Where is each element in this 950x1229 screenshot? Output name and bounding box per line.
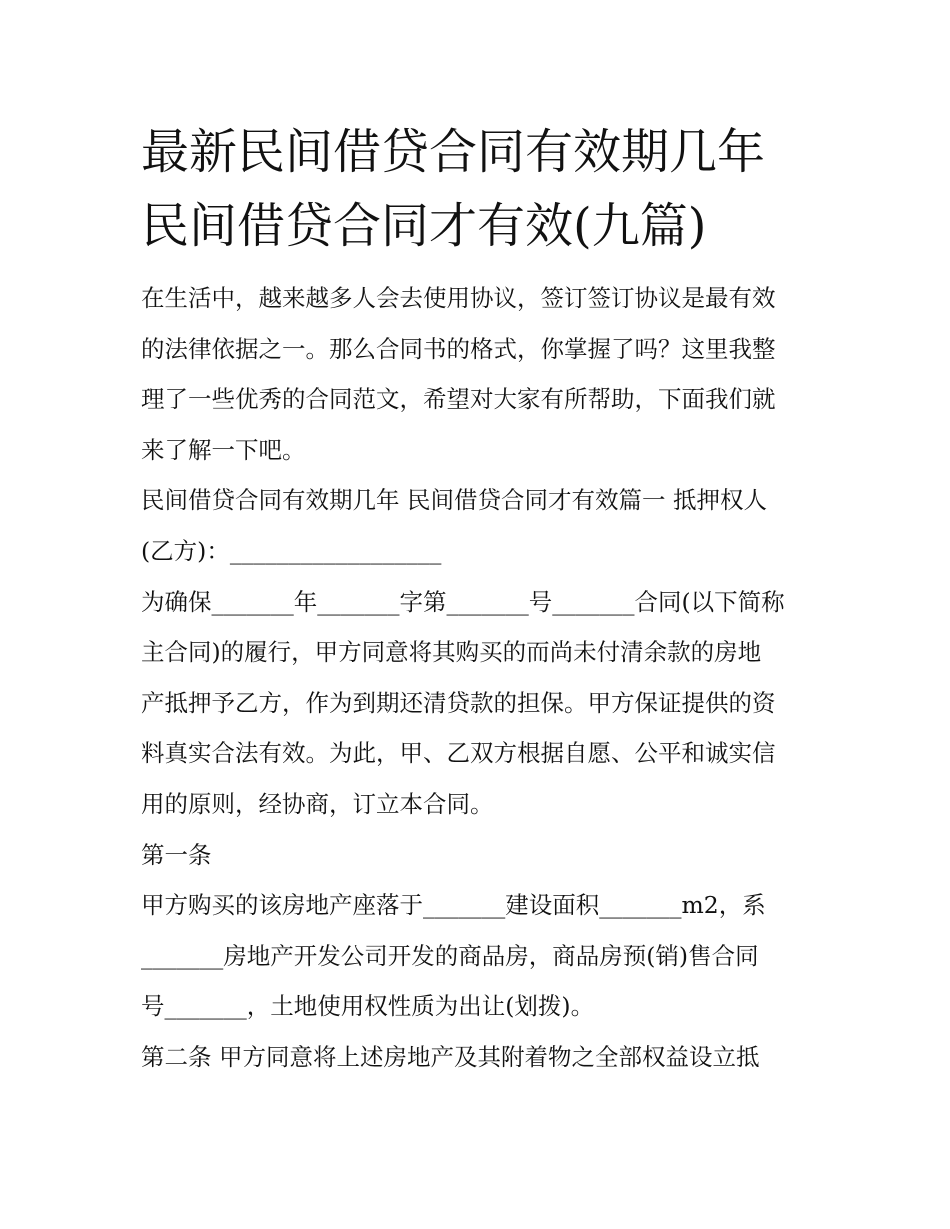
section-heading-line-1: 民间借贷合同有效期几年 民间借贷合同才有效篇一 抵押权人 bbox=[141, 486, 767, 515]
article-2-paragraph bbox=[141, 1032, 813, 1083]
intro-line-4: 来了解一下吧。 bbox=[141, 435, 306, 464]
article-1-title bbox=[141, 830, 813, 881]
article-1-line-1: 甲方购买的该房地产座落于_______建设面积_______m2，系 bbox=[141, 891, 766, 920]
clause-intro-paragraph bbox=[141, 577, 813, 830]
clause-intro-line-3: 产抵押予乙方，作为到期还清贷款的担保。甲方保证提供的资 bbox=[141, 688, 776, 717]
document-page bbox=[141, 115, 813, 1083]
article-1-line-3: 号_______，土地使用权性质为出让(划拨)。 bbox=[141, 992, 595, 1021]
clause-intro-line-1: 为确保_______年_______字第_______号_______合同(以下简称 bbox=[141, 587, 785, 616]
document-title bbox=[141, 115, 813, 263]
title-line-1: 最新民间借贷合同有效期几年 bbox=[141, 124, 766, 180]
title-line-2: 民间借贷合同才有效(九篇) bbox=[141, 198, 707, 254]
intro-paragraph bbox=[141, 273, 813, 475]
article-1-title-text: 第一条 bbox=[141, 840, 212, 869]
clause-intro-line-5: 用的原则，经协商，订立本合同。 bbox=[141, 789, 494, 818]
intro-line-3: 理了一些优秀的合同范文，希望对大家有所帮助，下面我们就 bbox=[141, 385, 776, 414]
intro-line-2: 的法律依据之一。那么合同书的格式，你掌握了吗？这里我整 bbox=[141, 334, 776, 363]
article-1-paragraph bbox=[141, 880, 813, 1032]
section-heading bbox=[141, 475, 813, 576]
article-1-line-2: _______房地产开发公司开发的商品房，商品房预(销)售合同 bbox=[141, 941, 759, 970]
intro-line-1: 在生活中，越来越多人会去使用协议，签订签订协议是最有效 bbox=[141, 284, 776, 312]
clause-intro-line-4: 料真实合法有效。为此，甲、乙双方根据自愿、公平和诚实信 bbox=[141, 739, 776, 768]
section-heading-line-2: (乙方)：__________________ bbox=[141, 536, 442, 565]
clause-intro-line-2: 主合同)的履行，甲方同意将其购买的而尚未付清余款的房地 bbox=[141, 638, 762, 667]
article-2-line-1: 第二条 甲方同意将上述房地产及其附着物之全部权益设立抵 bbox=[141, 1042, 760, 1071]
